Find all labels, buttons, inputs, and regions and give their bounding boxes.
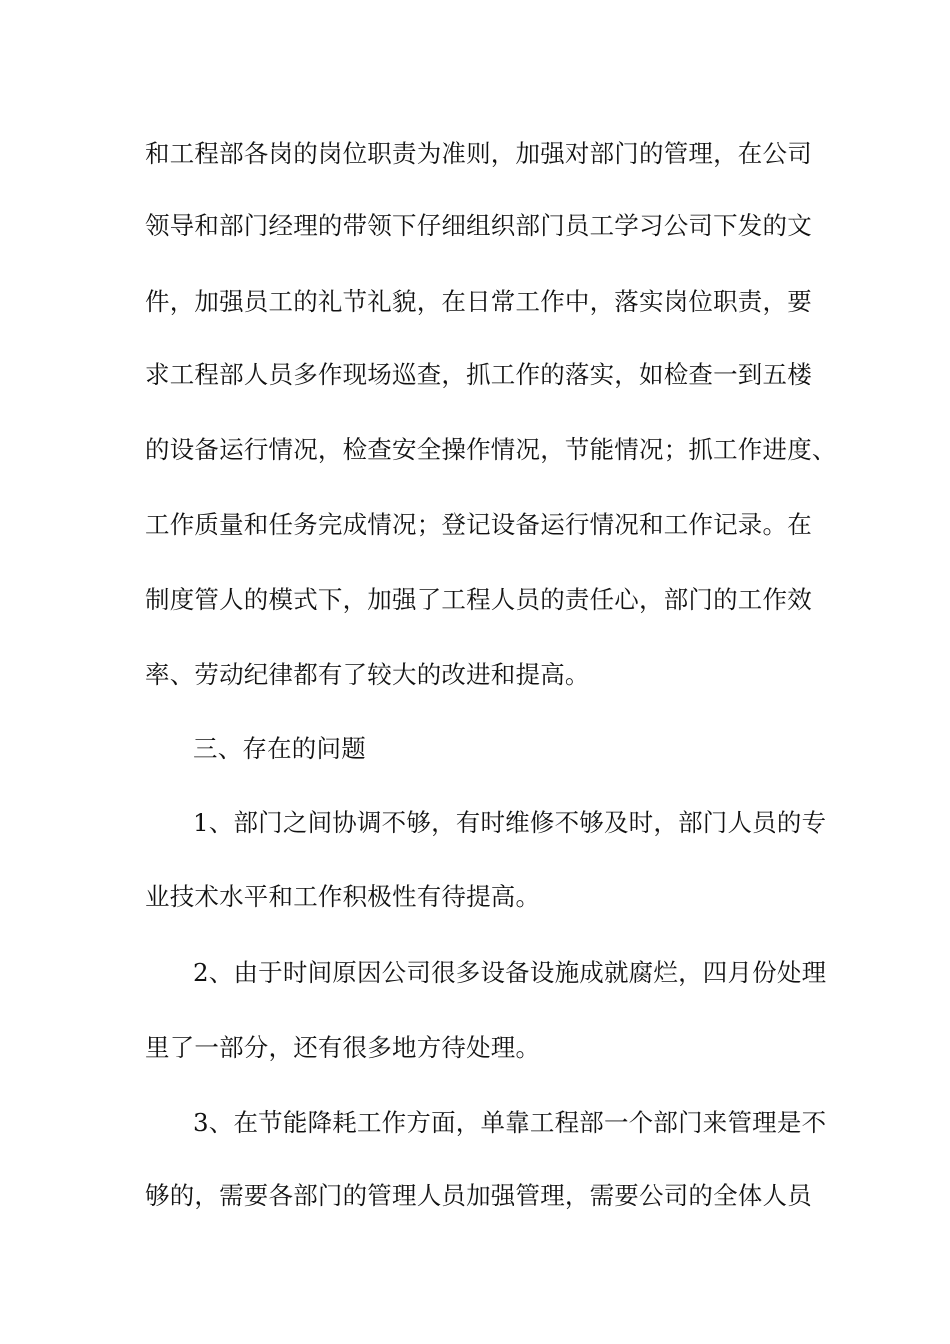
section-heading: 三、存在的问题 [193,734,366,763]
paragraph-line: 件，加强员工的礼节礼貌，在日常工作中，落实岗位职责，要 [145,287,812,316]
paragraph-line: 和工程部各岗的岗位职责为准则，加强对部门的管理，在公司 [145,139,812,168]
list-item-continuation: 业技术水平和工作积极性有待提高。 [145,882,541,911]
list-item: 3、在节能降耗工作方面，单靠工程部一个部门来管理是不 [193,1108,827,1137]
list-item-continuation: 够的，需要各部门的管理人员加强管理，需要公司的全体人员 [145,1181,812,1210]
paragraph-line: 制度管人的模式下，加强了工程人员的责任心，部门的工作效 [145,585,812,614]
paragraph-line: 领导和部门经理的带领下仔细组织部门员工学习公司下发的文 [145,211,812,240]
list-item: 1、部门之间协调不够，有时维修不够及时，部门人员的专 [193,808,827,837]
paragraph-line: 求工程部人员多作现场巡查，抓工作的落实，如检查一到五楼 [145,360,812,389]
list-item-continuation: 里了一部分，还有很多地方待处理。 [145,1033,541,1062]
paragraph-line: 工作质量和任务完成情况；登记设备运行情况和工作记录。在 [145,510,812,539]
paragraph-line: 的设备运行情况，检查安全操作情况，节能情况；抓工作进度、 [145,435,837,464]
paragraph-line: 率、劳动纪律都有了较大的改进和提高。 [145,660,590,689]
list-item: 2、由于时间原因公司很多设备设施成就腐烂，四月份处理 [193,958,827,987]
